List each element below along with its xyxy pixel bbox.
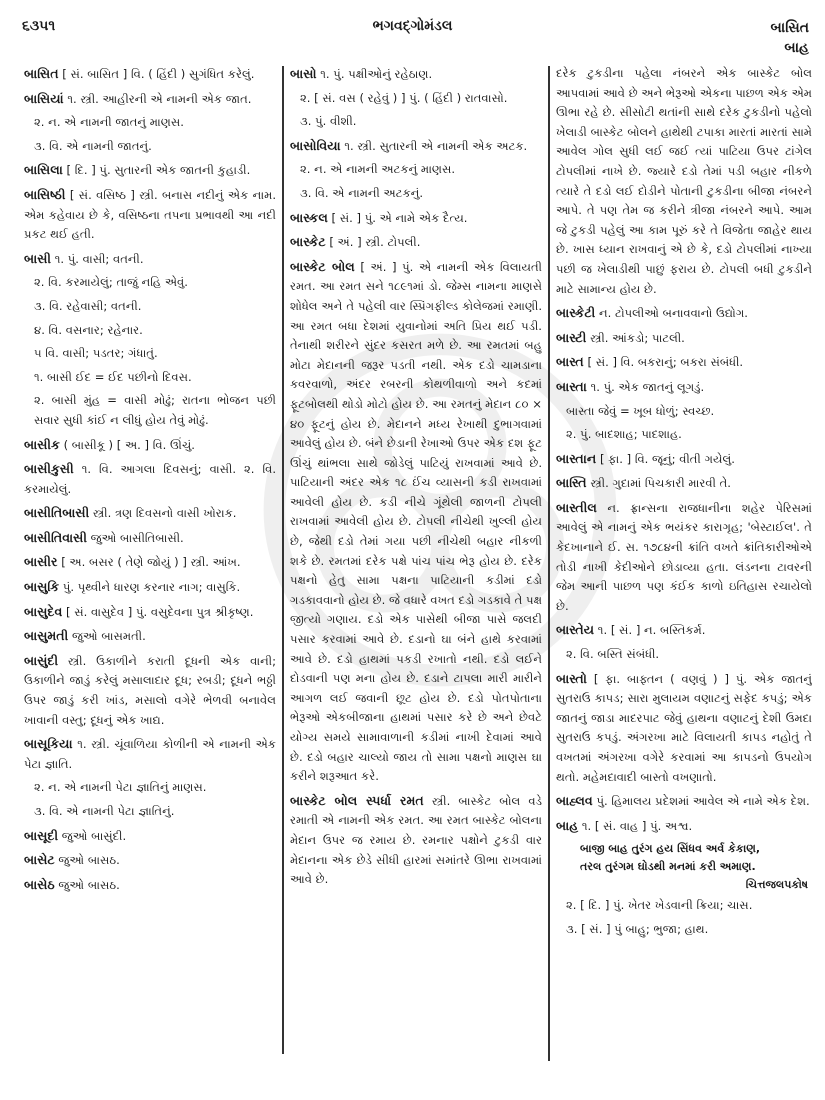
entry-headword: બાસૂદી xyxy=(24,827,59,843)
entry-definition: [ ફા. ] વિ. જૂનું; વીતી ગયેલું. xyxy=(599,451,735,466)
column-divider xyxy=(548,66,550,1061)
entry-headword: બાસ્કેટી xyxy=(556,305,596,321)
guide-words xyxy=(771,18,809,58)
dictionary-entry xyxy=(556,669,812,788)
entry-definition: ( બાસીકૂ ) [ અ. ] વિ. ઊંચું. xyxy=(63,437,195,452)
entry-headword: બાસેટ xyxy=(24,852,55,868)
dictionary-entry xyxy=(24,734,276,774)
entry-sense: ૨. [ સં. વસ ( રહેવું ) ] પું. ( હિંદી ) રાતવાસો. xyxy=(300,90,508,105)
entry-sense: ૧. બાસી ઈદ = ઈદ પછીનો દિવસ. xyxy=(34,369,192,384)
dictionary-entry xyxy=(24,602,276,623)
entry-definition: [ સં. ] વિ. બકરાનું; બકરા સંબંધી. xyxy=(587,355,744,370)
page-number: ૬૩૫૧ xyxy=(22,18,56,34)
entry-sense: ૨. વિ. બસ્તિ સંબંધી. xyxy=(566,647,660,662)
entry-definition: સ્ત્રી. ત્રણ દિવસનો વાસી ખોરાક. xyxy=(92,506,237,521)
entry-sense: ૩. વિ. એ નામની પેટા જ્ઞાતિનું. xyxy=(34,804,175,818)
entry-definition: [ અં. ] પું. એ નામની એક વિલાયતી રમત. આ રમત સને ૧૮૯૧માં ડો. જેમ્સ નામના માણસે શોધેલ અને તે પહેલી વાર સ્પ્રિંગફીલ્ડ કોલેજમાં રમાણી. આ રમત બધા દેશમાં યુવાનોમાં અતિ પ્રિય થઈ પડી. તેનાથી શરીરને સુંદર કસરત મળે છે. આ રમતમાં બહુ મોટા મેદાનની જરૂર પડતી નથી. એક દડો ચામડાના કવરવાળો, અંદર રબરની કોથળીવાળો અને કદમાં ફૂટબોલથી થોડો મોટો હોય છે. આ રમતનું મેદાન ૮૦ × ૪૦ ફૂટનું હોય છે. મેદાનને મધ્ય રેખાથી દુભાગવામાં આવેલું હોય છે. બંને છેડાની રેખાઓ ઉપર એક દશ ફૂટ ઊંચું થાંભલા સાથે જોડેલું પાટિયું રાખવામાં આવે છે. પાટિયાની અંદર એક ૧૮ ઈંચ વ્યાસની કડી રાખવામાં આવેલી હોય છે. કડી નીચે ગૂંથેલી જાળની ટોપલી રાખવામાં આવેલી હોય છે. ટોપલી નીચેથી ખુલ્લી હોય છે, જેથી દડો તેમાં ગયા પછી નીચેથી બહાર નીકળી શકે છે. રમતમાં દરેક પક્ષે પાંચ પાંચ ભેરૂ હોય છે. દરેક પક્ષનો હેતુ સામા પક્ષના પાટિયાની કડીમાં દડો ગડકાવવાનો હોય છે. જે વધારે વખત દડો ગડકાવે તે પક્ષ જીત્યો ગણાય. દડો એક પાસેથી બીજા પાસે જલદી પસાર કરવામાં આવે છે. દડાનો ઘા બંને હાથે કરવામાં આવે છે. દડો હાથમાં પકડી રખાતો નથી. દડો લઈને દોડવાની પણ મના હોય છે. દડાને ટાપલા મારી મારીને આગળ લઈ જવાની છૂટ હોય છે. દડો પોતપોતાના ભેરૂઓ એકબીજાના હાથમાં પસાર કરે છે અને છેવટે યોગ્ય સમયે સામાવાળાની કડીમાં નાખી દેવામાં આવે છે. દડો બહાર ચાલ્યો જાય તો સામા પક્ષનો માણસ ઘા કરીને શરૂઆત કરે. xyxy=(290,259,542,784)
entry-definition: [ સં. વસિષ્ઠ ] સ્ત્રી. બનાસ નદીનું એક નામ. એમ કહેવાય છે કે, વસિષ્ઠના તપના પ્રભાવથી આ નદી પ્રકટ થઈ હતી. xyxy=(24,187,276,242)
entry-sense: ૨. પું. બાદશાહ; પાદશાહ. xyxy=(566,427,682,442)
dictionary-columns xyxy=(0,64,825,1094)
entry-sense: ૪. વિ. વસનાર; રહેનાર. xyxy=(34,322,143,337)
dictionary-entry xyxy=(24,577,276,598)
dictionary-entry xyxy=(290,208,542,229)
entry-headword: બાસો xyxy=(290,66,317,81)
dictionary-entry xyxy=(556,377,812,398)
entry-definition: ૧. સ્ત્રી. સુતારની એ નામની એક અટક. xyxy=(344,138,528,153)
dictionary-entry xyxy=(24,185,276,245)
entry-sense: ૩. વિ. એ નામની જાતનું. xyxy=(34,138,152,153)
guide-word-first: બાસિત xyxy=(770,20,809,36)
entry-definition: ૧. પું. પક્ષીઓનું રહેઠાણ. xyxy=(320,67,433,81)
dictionary-entry xyxy=(24,249,276,270)
entry-headword: બાસુદેવ xyxy=(24,603,63,619)
entry-headword: બાસ્કેટ xyxy=(290,234,326,250)
entry-headword: બાસુકિ xyxy=(24,579,60,595)
entry-headword: બાસ્તાન xyxy=(556,450,597,466)
entry-sense: ૨. ન. એ નામની પેટા જ્ઞાતિનું માણસ. xyxy=(34,780,207,795)
dictionary-entry xyxy=(556,498,812,617)
entry-definition: સ્ત્રી. ઉકાળીને કરાતી દૂધની એક વાની; ઉકાળીને જાડું કરેલું મસાલાદાર દૂધ; રબડી; દૂધને ભઠ્ઠી ઉપર જાડું કરી ખાંડ, મસાલો વગેરે ભેળવી બનાવેલ ખાવાની વસ્તુ; દૂધનું એક ખાદ્ય. xyxy=(24,653,276,727)
entry-definition: [ ફા. બાફ્તન ( વણવું ) ] પું. એક જાતનું સુતરાઉ કાપડ; સારા મુલાયમ વણાટનું સફેદ કપડું; એક જાતનું જાડા માદરપાટ જેવું હાથના વણાટનું દેશી ઉમદા સુતરાઉ કપડું. અંગરખા માટે વિલાયતી કાપડ નહોતું તે વખતમાં અંગરખા વગેરે કરવામાં આ કાપડનો ઉપયોગ થતો. મહેમદાવાદી બાસ્તો વખણાતો. xyxy=(556,671,812,784)
entry-headword: બાસુંદી xyxy=(24,652,59,668)
column-3 xyxy=(556,64,812,1094)
entry-definition: [ અં. ] સ્ત્રી. ટોપલી. xyxy=(329,235,421,250)
entry-headword: બાસિયાં xyxy=(24,90,64,106)
entry-definition: [ દિ. ] પું. સુતારની એક જાતની કુહાડી. xyxy=(66,163,251,178)
entry-definition: ન. ટોપલીઓ બનાવવાનો ઉદ્યોગ. xyxy=(598,306,748,321)
entry-sense: ૨. ન. એ નામની અટકનું માણસ. xyxy=(300,162,456,177)
entry-headword: બાસ્તીલ xyxy=(556,499,597,515)
dictionary-entry xyxy=(290,64,542,85)
entry-definition: સ્ત્રી. ગુદામાં પિચકારી મારવી તે. xyxy=(590,476,731,491)
entry-headword: બાસીર xyxy=(24,554,58,570)
entry-definition: જુઓ બાસઠ. xyxy=(58,853,120,868)
dictionary-entry xyxy=(556,352,812,373)
entry-definition: [ સં. બાસિત ] વિ. ( હિંદી ) સુગંધિત કરેલું. xyxy=(62,67,255,81)
book-title: ભગવદ્ગોમંડલ xyxy=(372,18,453,34)
entry-headword: બાસ્તિ xyxy=(556,475,587,491)
dictionary-entry xyxy=(290,136,542,157)
dictionary-entry xyxy=(24,626,276,647)
entry-definition: ૧. પું. વાસી; વતની. xyxy=(54,251,144,266)
entry-headword: બાસિષ્ઠી xyxy=(24,186,66,202)
entry-headword: બાસ્તા xyxy=(556,378,587,394)
entry-headword: બાસૂકિયા xyxy=(24,736,73,752)
entry-headword: બાસોવિયા xyxy=(290,137,341,153)
column-2 xyxy=(290,64,542,1094)
entry-definition: [ સં. ] પું. એ નામે એક દૈત્ય. xyxy=(331,210,468,225)
entry-definition: જુઓ બાસઠ. xyxy=(58,877,120,892)
entry-headword: બાસ્તો xyxy=(556,670,587,686)
entry-quote-line: તરલ તુરંગમ ઘોડથી મનમાં કરી અમાણ. xyxy=(580,860,756,874)
entry-headword: બાસ્ટી xyxy=(556,329,587,345)
entry-headword: બાસી xyxy=(24,250,52,266)
quote-source: ચિત્તજલપકોષ xyxy=(745,878,808,892)
guide-word-last: બાહ xyxy=(784,40,809,56)
entry-sense: ૨. [ દિ. ] પું. ખેતર ખેડવાની ક્રિયા; ચાસ. xyxy=(566,898,753,913)
entry-definition: ૧. વિ. આગલા દિવસનું; વાસી. ૨. વિ. કરમાયેલું. xyxy=(24,462,276,496)
entry-headword: બાસુમતી xyxy=(24,628,69,644)
entry-definition: પું. પૃથ્વીને ધારણ કરનાર નાગ; વાસુકિ. xyxy=(62,580,241,595)
dictionary-entry xyxy=(556,449,812,470)
entry-definition: ૧. સ્ત્રી. ચૂંવાળિયા કોળીની એ નામની એક પેટા જ્ઞાતિ. xyxy=(24,737,276,771)
entry-headword: બાસ્કેટ બોલ સ્પર્ધા રમત xyxy=(290,792,424,808)
column-divider xyxy=(282,66,284,1054)
dictionary-entry xyxy=(290,257,542,787)
page-header xyxy=(0,0,825,60)
entry-sense: ૫ વિ. વાસી; પડતર; ગંધાતું. xyxy=(34,346,158,361)
dictionary-entry xyxy=(24,89,276,110)
dictionary-entry xyxy=(556,473,812,494)
entry-definition: ન. ફ્રાન્સના રાજધાનીના શહેર પેરિસમાં આવેલું એ નામનું એક ભયંકર કારાગૃહ; 'બેસ્ટાઈલ'. તે કેદખાનાને ઈ. સ. ૧૭૮૪ની ક્રાંતિ વખતે ક્રાંતિકારીઓએ તોડી નાખી કેદીઓને છોડાવ્યા હતા. લંડનના ટાવરની જેમ આની પાછળ પણ કંઈક કાળો ઇતિહાસ રચાયેલો છે. xyxy=(556,500,812,613)
dictionary-entry xyxy=(24,435,276,456)
entry-headword: બાસ્કલ xyxy=(290,209,328,225)
dictionary-entry xyxy=(24,552,276,573)
dictionary-entry xyxy=(556,816,812,837)
entry-definition: ૧. સ્ત્રી. આહીરની એ નામની એક જાત. xyxy=(67,91,252,106)
entry-headword: બાસેઠ xyxy=(24,876,55,892)
entry-headword: બાસ્તેય xyxy=(556,622,595,638)
dictionary-entry xyxy=(24,875,276,896)
entry-definition: પું. હિમાલય પ્રદેશમાં આવેલ એ નામે એક દેશ. xyxy=(596,794,810,809)
dictionary-entry xyxy=(24,160,276,181)
dictionary-entry xyxy=(24,503,276,524)
dictionary-entry xyxy=(556,791,812,812)
dictionary-entry xyxy=(24,528,276,549)
entry-sense: ૩. [ સં. ] પું બાહુ; ભુજા; હાથ. xyxy=(566,921,709,936)
entry-headword: બાસ્ત xyxy=(556,354,584,370)
entry-continuation: દરેક ટુકડીના પહેલા નંબરને એક બાસ્કેટ બોલ આપવામાં આવે છે અને ભેરૂઓ એકના પાછળ એક એમ ઊભા રહે છે. સીસોટી થતાંની સાથે દરેક ટુકડીનો પહેલો ખેલાડી બાસ્કેટ બોલને હાથેથી ટપાકા મારતાં મારતાં સામે આવેલ ગોલ સુધી લઈ જઈ ત્યાં પાટિયા ઉપર ટાંગેલ ટોપલીમાં નાખે છે. જ્યારે દડો તેમાં પડી બહાર નીકળે ત્યારે તે દડો લઈ દોડીને પોતાની ટુકડીના બીજા નંબરને આપે. તે પણ તેમ જ કરીને ત્રીજા નંબરને આપે. આમ જે ટુકડી પહેલું આ કામ પૂરું કરે તે વિજેતા જાહેર થાય છે. ખાસ ધ્યાન રાખવાનું એ છે કે, દડો ટોપલીમાં નાખ્યા પછી જ ખેલાડીથી પાછું ફરાય છે. ટોપલી બધી ટુકડીને માટે સામાન્ય હોય છે. xyxy=(556,66,812,296)
entry-sense: ૩. વિ. એ નામની અટકનું. xyxy=(300,185,424,200)
entry-definition: [ અ. બસર ( તેણે જોયું ) ] સ્ત્રી. આંખ. xyxy=(61,555,241,570)
entry-sense: ૨. બાસી મુંહ = વાસી મોઢું; રાતના ભોજન પછી સવાર સુધી કાંઈ ન લીધું હોય તેવું મોઢું. xyxy=(34,393,276,427)
entry-definition: જુઓ બાસમતી. xyxy=(71,629,146,644)
dictionary-entry xyxy=(24,64,276,85)
column-1 xyxy=(24,64,276,1094)
entry-headword: બાસ્કેટ બોલ xyxy=(290,258,355,274)
dictionary-entry xyxy=(556,328,812,349)
dictionary-entry xyxy=(290,791,542,890)
entry-definition: ૧. [ સં. વાહ ] પું. અશ્વ. xyxy=(581,818,693,833)
entry-headword: બાસીક xyxy=(24,436,60,452)
dictionary-entry xyxy=(556,303,812,324)
dictionary-entry xyxy=(24,651,276,730)
entry-headword: બાસીકુસી xyxy=(24,461,74,477)
entry-definition: જુઓ બાસીતિબાસી. xyxy=(90,530,184,545)
dictionary-entry xyxy=(290,232,542,253)
entry-headword: બાહ્લવ xyxy=(556,793,593,809)
dictionary-entry xyxy=(556,620,812,641)
entry-sense: ૩. વિ. રહેવાસી; વતની. xyxy=(34,298,142,313)
entry-definition: ૧. [ સં. ] ન. બસ્તિકર્મ. xyxy=(597,623,706,638)
entry-definition: [ સં. વાસુદેવ ] પું. વસુદેવના પુત્ર શ્રીકૃષ્ણ. xyxy=(65,604,254,619)
entry-definition: સ્ત્રી. બાસ્કેટ બોલ વડે રમાતી એ નામની એક રમત. આ રમત બાસ્કેટ બોલના મેદાન ઉપર જ રમાય છે. રમનાર પક્ષોને ટુકડી વાર મેદાનના એક છેડે સીધી હારમાં સમાંતરે ઊભા રાખવામાં આવે છે. xyxy=(290,793,542,887)
entry-headword: બાસીતિબાસી xyxy=(24,505,90,521)
entry-headword: બાહ xyxy=(556,817,579,833)
entry-definition: ૧. પું. એક જાતનું લૂગડું. xyxy=(590,379,705,394)
entry-headword: બાસિત xyxy=(24,66,59,81)
dictionary-entry xyxy=(24,459,276,499)
entry-headword: બાસીતિવાસી xyxy=(24,529,87,545)
entry-headword: બાસિલા xyxy=(24,162,63,178)
dictionary-entry xyxy=(24,826,276,847)
entry-sense: બાસ્તા જેવું = ખૂબ ધોળું; સ્વચ્છ. xyxy=(566,403,715,418)
entry-sense: ૩. પું. વીશી. xyxy=(300,114,357,129)
entry-sense: ૨. વિ. કરમાયેલું; તાજું નહિ એવું. xyxy=(34,275,188,290)
entry-definition: સ્ત્રી. આંકડો; પાટલી. xyxy=(590,330,685,345)
entry-quote-line: બાજી બાહ તુરંગ હય સિંધવ અર્વ કેકાણ, xyxy=(580,842,761,856)
dictionary-entry xyxy=(24,850,276,871)
entry-sense: ૨. ન. એ નામની જાતનું માણસ. xyxy=(34,115,184,130)
entry-definition: જુઓ બાસુંદી. xyxy=(61,828,127,843)
